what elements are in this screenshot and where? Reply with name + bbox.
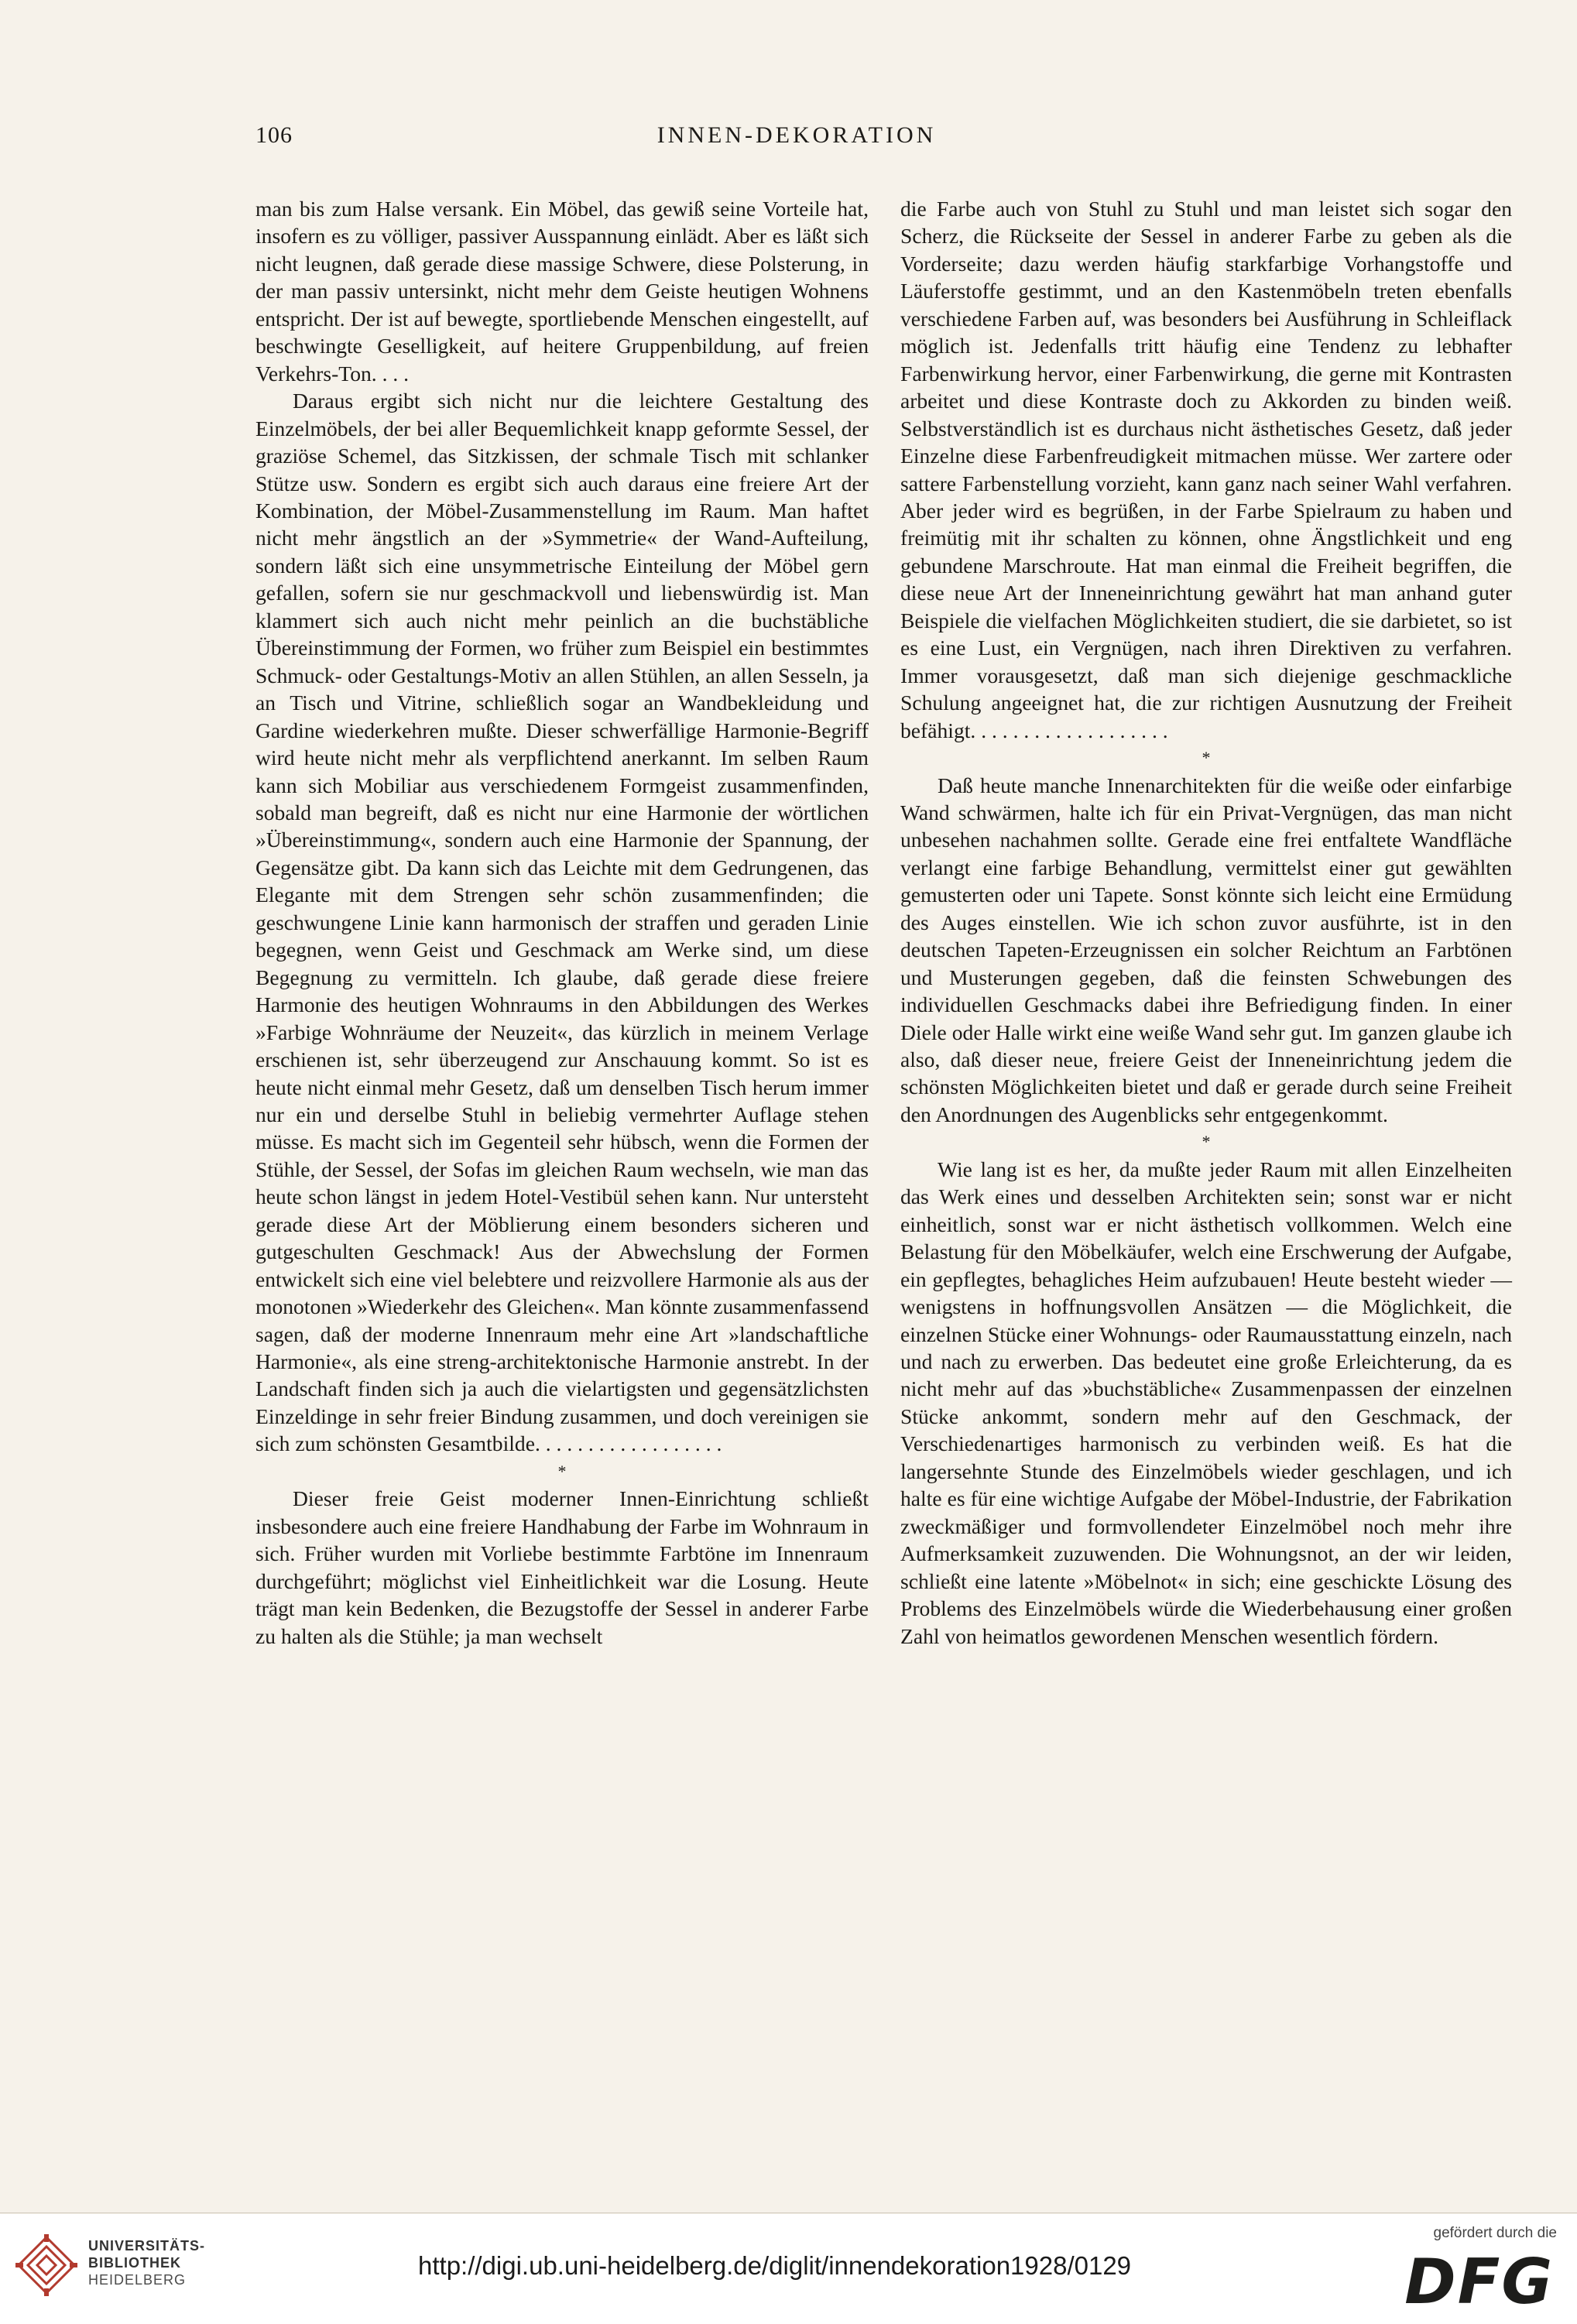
paragraph: Daß heute manche Innenarchitekten für die weiße oder einfarbige Wand schwärmen, halte ich für ein Privat-Vergnügen, das man nicht unbesehen nachahmen sollte. Gerade eine frei entfaltete Wandfläche verlangt eine farbige Behandlung, vermittelst einer gut gewählten gemusterten oder uni Tapete. Sonst könnte sich leicht eine Ermüdung des Auges einstellen. Wie ich schon zuvor ausführte, ist in den deutschen Tapeten-Erzeugnissen ein solcher Reichtum an Farbtönen und Musterungen gegeben, daß die feinsten Schwebungen des individuellen Geschmacks dabei ihre Befriedigung finden. In einer Diele oder Halle wirkt eine weiße Wand sehr gut. Im ganzen glaube ich also, daß dieser neue, freiere Geist der Inneneinrichtung jedem die schönsten Möglichkeiten bietet und daß er gerade durch seine Freiheit den Anordnungen des Augenblicks sehr entgegenkommt. [900,773,1512,1126]
right-column [900,195,1512,1650]
page-header [255,122,1338,158]
paragraph: Daraus ergibt sich nicht nur die leichtere Gestaltung des Einzelmöbels, der bei aller Bequemlichkeit knapp geformte Sessel, der graziöse Schemel, das Sitzkissen, der schmale Tisch mit schlanker Stütze usw. Sondern es ergibt sich auch daraus eine freiere Art der Kombination, der Möbel-Zusammenstellung im Raum. Man haftet nicht mehr ängstlich an der »Symmetrie« der Wand-Aufteilung, sondern läßt sich eine unsymmetrische Einteilung der Möbel gern gefallen, sofern sie nur geschmackvoll und liebenswürdig ist. Man klammert sich auch nicht mehr peinlich an die buchstäbliche Übereinstimmung der Formen, wo früher zum Beispiel ein bestimmtes Schmuck- oder Gestaltungs-Motiv an allen Stühlen, an allen Sesseln, ja an Tisch und Vitrine, schließlich sogar an Wandbekleidung und Gardine wiederkehren mußte. Dieser schwerfällige Harmonie-Begriff wird heute nicht mehr als verpflichtend anerkannt. Im selben Raum kann sich Mobiliar aus verschiedenem Formgeist zusammenfinden, sobald man begreift, daß es nicht nur eine Harmonie der wörtlichen »Übereinstimmung«, sondern auch eine Harmonie der Spannung, der Gegensätze gibt. Da kann sich das Leichte mit dem Gedrungenen, das Elegante mit dem Strengen sehr schön zusammenfinden; die geschwungene Linie kann harmonisch der straffen und geraden Linie begegnen, wenn Geist und Geschmack am Werke sind, um diese Begegnung zu vermitteln. Ich glaube, daß gerade diese freiere Harmonie des heutigen Wohnraums in den Abbildungen des Werkes »Farbige Wohnräume der Neuzeit«, das kürzlich in meinem Verlage erschienen ist, sehr überzeugend zur Anschauung kommt. So ist es heute nicht einmal mehr Gesetz, daß um denselben Tisch herum immer nur ein und derselbe Stuhl in beliebig vermehrter Auflage stehen müsse. Es macht sich im Gegenteil sehr hübsch, wenn die Formen der Stühle, der Sessel, der Sofas im gleichen Raum wechseln, wie man das heute schon längst in jedem Hotel-Vestibül sehen kann. Nur untersteht gerade diese Art der Möblierung einem besonders sicheren und gutgeschulten Geschmack! Aus der Abwechslung der Formen entwickelt sich eine viel belebtere und reizvollere Harmonie als aus der monotonen »Wiederkehr des Gleichen«. Man könnte zusammenfassend sagen, daß der moderne Innenraum mehr eine Art »landschaftliche Harmonie«, als eine streng-architektonische Harmonie anstrebt. In der Landschaft finden sich ja auch die vielartigsten und gegensätzlichsten Einzeldinge in sehr freier Bindung zusammen, und doch vereinigen sie sich zum schönsten Gesamtbilde. . . . . . . . . . . . . . . . . . [255,389,869,1456]
section-divider-star: * [557,1461,567,1481]
funded-by-text: gefördert durch die [1433,2225,1557,2241]
running-title: INNEN-DEKORATION [657,122,937,148]
library-name [88,2237,205,2288]
digitization-footer [0,2214,1577,2324]
paragraph: Dieser freie Geist moderner Innen-Einrichtung schließt insbesondere auch eine freiere Handhabung der Farbe im Wohnraum in sich. Früher wurden mit Vorliebe bestimmte Farbtöne im Innenraum durchgeführt; möglichst viel Einheitlichkeit war die Losung. Heute trägt man kein Bedenken, die Bezugstoffe der Sessel in anderer Farbe zu halten als die Stühle; ja man wechselt [255,1486,869,1648]
library-name-line: HEIDELBERG [88,2272,187,2288]
paragraph: man bis zum Halse versank. Ein Möbel, das gewiß seine Vorteile hat, insofern es zu völliger, passiver Ausspannung einlädt. Aber es läßt sich nicht leugnen, daß gerade diese massige Schwere, diese Polsterung, in der man passiv untersinkt, nicht mehr dem Geiste heutigen Wohnens entspricht. Der ist auf bewegte, sportliebende Menschen eingestellt, auf beschwingte Geselligkeit, auf heitere Gruppenbildung, auf freien Verkehrs-Ton. . . . [255,197,869,386]
section-divider-star: * [1202,748,1211,768]
paragraph: Wie lang ist es her, da mußte jeder Raum mit allen Einzelheiten das Werk eines und desselben Architekten sein; sonst war er nicht einheitlich, sonst war er nicht ästhetisch vollkommen. Welch eine Belastung für den Möbelkäufer, welch eine Erschwerung der Aufgabe, ein gepflegtes, behagliches Heim aufzubauen! Heute besteht wieder — wenigstens in hoffnungsvollen Ansätzen — die Möglichkeit, die einzelnen Stücke einer Wohnungs- oder Raumausstattung einzeln, nach und nach zu erwerben. Das bedeutet eine große Erleichterung, da es nicht mehr auf das »buchstäbliche« Zusammenpassen der einzelnen Stücke ankommt, sondern mehr auf den Geschmack, der Verschiedenartiges harmonisch zu verbinden weiß. Es hat die langersehnte Stunde des Einzelmöbels wieder geschlagen, und ich halte es für eine wichtige Aufgabe der Möbel-Industrie, der Fabrikation zweckmäßiger und formvollendeter Einzelmöbel noch mehr ihre Aufmerksamkeit zuzuwenden. Die Wohnungsnot, an der wir leiden, schließt eine latente »Möbelnot« in sich; eine geschickte Lösung des Problems des Einzelmöbels würde die Wiederbehausung einer großen Zahl von heimatlos gewordenen Menschen wesentlich fördern. [900,1157,1512,1648]
dfg-logo: DFG [1404,2246,1554,2318]
library-name-line: UNIVERSITÄTS- [88,2238,206,2254]
section-divider-star: * [1202,1132,1211,1152]
left-column [255,195,869,1650]
university-library-logo [11,2230,82,2301]
paragraph: die Farbe auch von Stuhl zu Stuhl und man leistet sich sogar den Scherz, die Rückseite der Sessel in anderer Farbe zu geben als die Vorderseite; dazu werden häufig starkfarbige Vorhangstoffe und Läuferstoffe gestimmt, und an den Kastenmöbeln treten ebenfalls verschiedene Farben auf, was besonders bei Ausführung in Schleiflack möglich ist. Jedenfalls tritt häufig eine Tendenz zu lebhafter Farbenwirkung hervor, einer Farbenwirkung, die gerne mit Kontrasten arbeitet und diese Kontraste doch zu Akkorden zu binden weiß. Selbstverständlich ist es durchaus nicht ästhetisches Gesetz, daß jeder Einzelne diese Farbenfreudigkeit mitmachen müsse. Wer zartere oder sattere Farbenstellung vorzieht, kann ganz nach seiner Wahl verfahren. Aber jeder wird es begrüßen, in der Farbe Spielraum zu haben und freimütig mit ihr schalten zu können, ohne Ängstlichkeit und eng gebundene Marschroute. Hat man einmal die Freiheit begriffen, die diese neue Art der Inneneinrichtung gewährt hat man anhand guter Beispiele die vielfachen Möglichkeiten studiert, die sie darbietet, so ist es eine Lust, ein Vergnügen, nach ihren Direktiven zu verfahren. Immer vorausgesetzt, daß man sich diejenige geschmackliche Schulung angeeignet hat, die zur richtigen Ausnutzung der Freiheit befähigt. . . . . . . . . . . . . . . . . . . [900,197,1512,742]
page-number: 106 [255,122,293,148]
permalink-url[interactable]: http://digi.ub.uni-heidelberg.de/diglit/innendekoration1928/0129 [418,2251,1132,2280]
library-name-line: BIBLIOTHEK [88,2255,181,2271]
